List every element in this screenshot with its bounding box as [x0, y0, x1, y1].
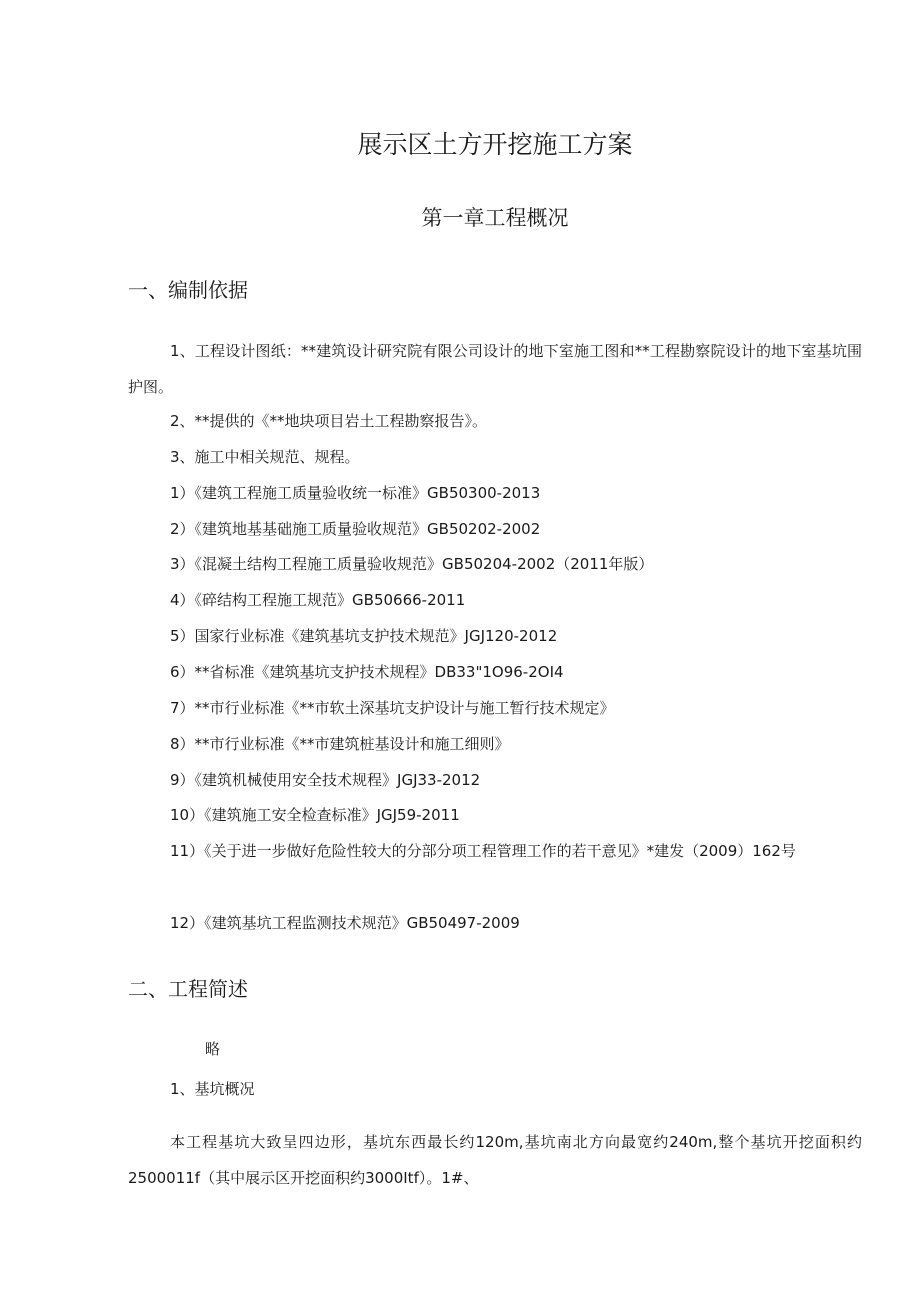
standard-item-6: 6）**省标准《建筑基坑支护技术规程》DB33"1O96-2OI4 [170, 663, 564, 681]
basis-item-2: 2、**提供的《**地块项目岩土工程勘察报告》。 [170, 412, 488, 430]
document-title: 展示区土方开挖施工方案 [357, 130, 633, 159]
standard-item-1: 1）《建筑工程施工质量验收统一标准》GB50300-2013 [170, 484, 541, 502]
section-heading-basis: 一、编制依据 [128, 278, 248, 302]
standard-item-8: 8）**市行业标准《**市建筑桩基设计和施工细则》 [170, 735, 510, 753]
omitted-text: 略 [205, 1040, 221, 1058]
basis-item-1: 1、工程设计图纸：**建筑设计研究院有限公司设计的地下室施工图和**工程勘察院设计的地下室基坑围护图。 [128, 342, 862, 396]
pit-overview-paragraph: 本工程基坑大致呈四边形，基坑东西最长约120m,基坑南北方向最宽约240m,整个基坑开挖面积约2500011f（其中展示区开挖面积约3000Itf）。1#、 [128, 1133, 862, 1187]
standard-item-9: 9）《建筑机械使用安全技术规程》JGJ33-2012 [170, 771, 481, 789]
standard-item-5: 5）国家行业标准《建筑基坑支护技术规范》JGJ120-2012 [170, 627, 558, 645]
standard-item-2: 2）《建筑地基基础施工质量验收规范》GB50202-2002 [170, 520, 541, 538]
chapter-heading: 第一章工程概况 [421, 206, 569, 230]
section-heading-overview: 二、工程简述 [128, 977, 248, 1001]
pit-overview-heading: 1、基坑概况 [170, 1080, 255, 1098]
basis-item-3: 3、施工中相关规范、规程。 [170, 448, 360, 466]
standard-item-11: 11）《关于进一步做好危险性较大的分部分项工程管理工作的若干意见》*建发（2009）162号 [170, 842, 796, 860]
standard-item-3: 3）《混凝土结构工程施工质量验收规范》GB50204-2002（2011年版） [170, 555, 654, 573]
standard-item-10: 10）《建筑施工安全检查标准》JGJ59-2011 [170, 806, 460, 824]
standard-item-7: 7）**市行业标准《**市软土深基坑支护设计与施工暂行技术规定》 [170, 699, 615, 717]
standard-item-12: 12）《建筑基坑工程监测技术规范》GB50497-2009 [170, 914, 520, 932]
standard-item-4: 4）《碎结构工程施工规范》GB50666-2011 [170, 591, 466, 609]
